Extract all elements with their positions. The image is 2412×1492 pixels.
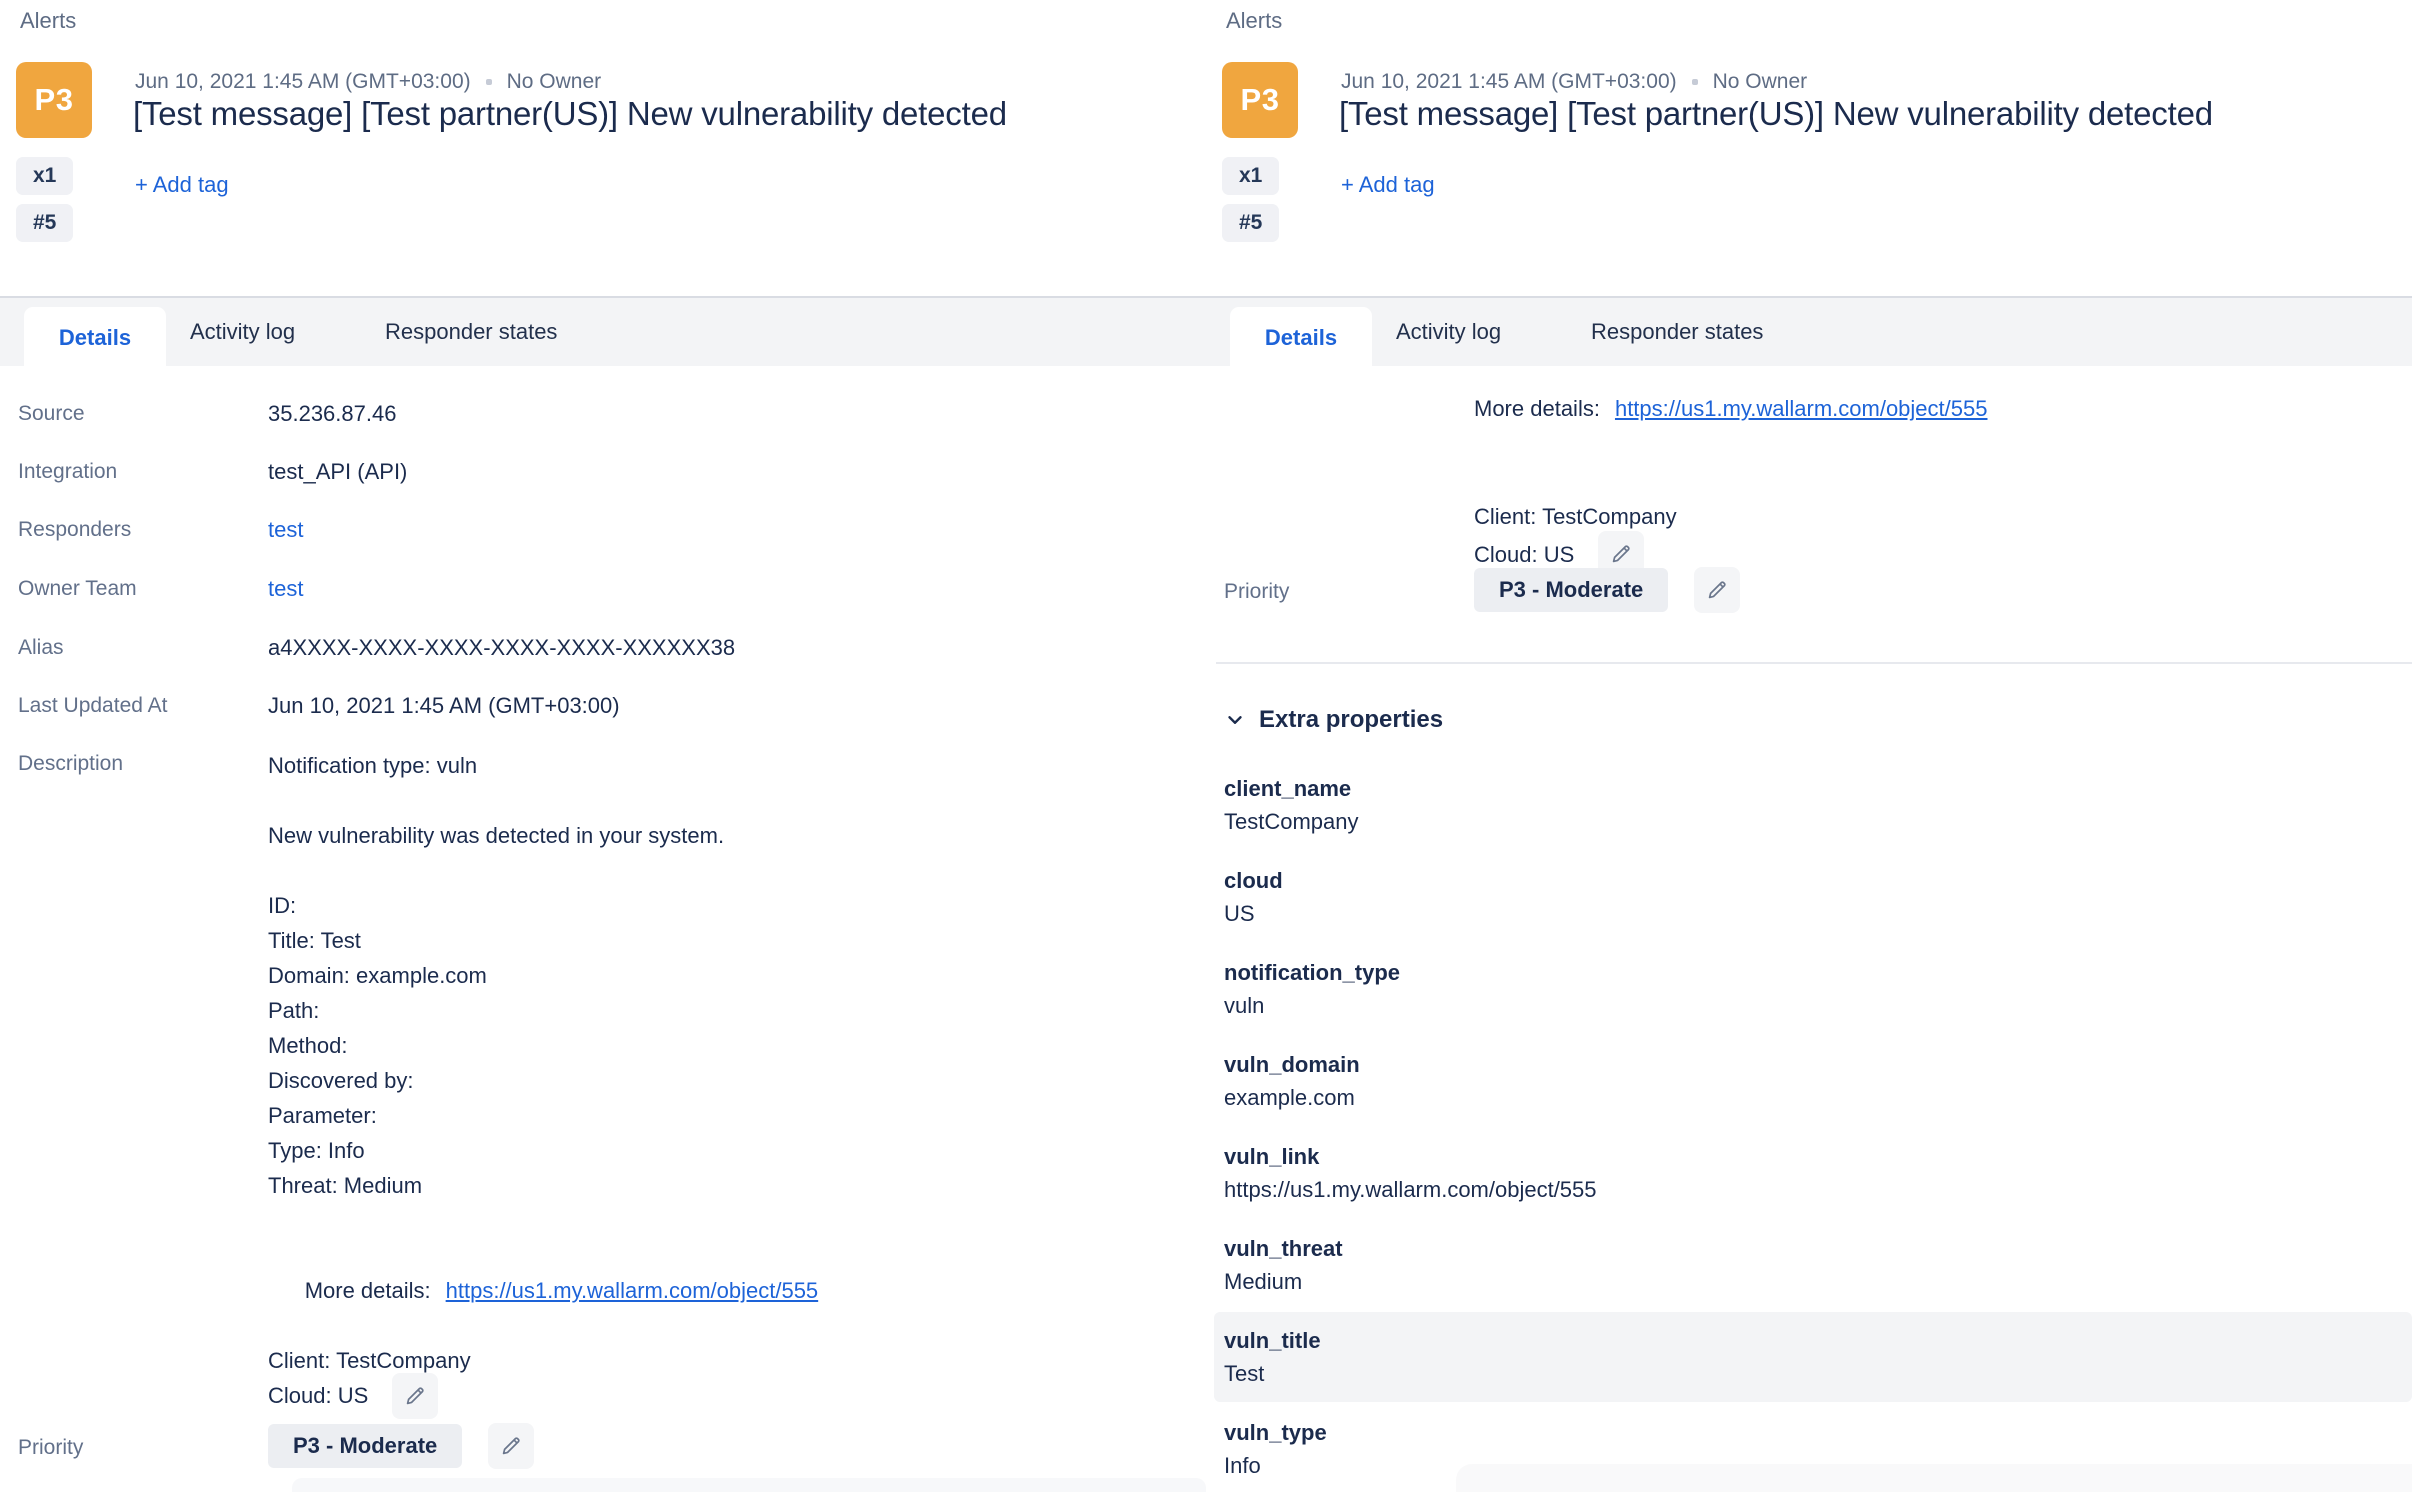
description-line: Threat: Medium xyxy=(268,1173,423,1198)
extra-property-value: Medium xyxy=(1224,1269,1303,1294)
field-label: Last Updated At xyxy=(18,694,168,717)
more-details-label: More details: xyxy=(304,1278,431,1303)
description-line xyxy=(268,783,818,818)
field-value: a4XXXX-XXXX-XXXX-XXXX-XXXX-XXXXXX38 xyxy=(268,635,736,660)
extra-properties-title: Extra properties xyxy=(1259,706,1444,733)
extra-property xyxy=(1224,1232,1597,1298)
alert-count-tag[interactable]: x1 xyxy=(16,157,73,195)
priority-severity-badge: P3 xyxy=(1222,62,1298,138)
alert-title: [Test message] [Test partner(US)] New vulnerability detected xyxy=(133,95,1007,132)
description-line: ID: xyxy=(268,893,297,918)
field-label: Source xyxy=(18,402,85,425)
field-label: Alias xyxy=(18,636,64,659)
description-line: Type: Info xyxy=(268,1138,365,1163)
alert-timestamp: Jun 10, 2021 1:45 AM (GMT+03:00) xyxy=(135,70,471,93)
extra-property-key: vuln_domain xyxy=(1224,1052,1360,1077)
edit-description-button[interactable] xyxy=(392,1373,438,1419)
field-value: test_API (API) xyxy=(268,459,408,484)
more-details-link[interactable]: https://us1.my.wallarm.com/object/555 xyxy=(445,1278,819,1303)
priority-row xyxy=(0,1424,1206,1470)
description-line: Domain: example.com xyxy=(268,963,487,988)
extra-property-key: cloud xyxy=(1224,868,1283,893)
client-line: Client: TestCompany xyxy=(268,1348,471,1373)
responders-link[interactable]: test xyxy=(268,517,304,542)
description-line: Discovered by: xyxy=(268,1068,414,1093)
extra-property-highlighted xyxy=(1224,1324,1597,1390)
extra-property xyxy=(1224,956,1597,1022)
extra-property-key: vuln_type xyxy=(1224,1420,1327,1445)
chevron-down-icon xyxy=(1224,709,1246,731)
field-value: 35.236.87.46 xyxy=(268,401,397,426)
breadcrumb-alerts[interactable]: Alerts xyxy=(20,8,77,33)
field-label: Owner Team xyxy=(18,577,137,600)
description-line xyxy=(268,853,818,888)
priority-row xyxy=(1206,568,2412,614)
description-line xyxy=(268,1203,818,1238)
cloud-line-row xyxy=(268,1378,818,1413)
extra-property-key: client_name xyxy=(1224,776,1352,801)
extra-properties-toggle[interactable] xyxy=(1224,706,1443,734)
extra-property-key: notification_type xyxy=(1224,960,1401,985)
extra-property-value: vuln xyxy=(1224,993,1265,1018)
field-label: Integration xyxy=(18,460,118,483)
extra-property-value: example.com xyxy=(1224,1085,1355,1110)
extra-property xyxy=(1224,1048,1597,1114)
separator-dot-icon xyxy=(1692,79,1698,85)
extra-property-key: vuln_title xyxy=(1224,1328,1321,1353)
alert-owner: No Owner xyxy=(506,70,602,93)
extra-property-value: TestCompany xyxy=(1224,809,1359,834)
extra-property-value: US xyxy=(1224,901,1255,926)
priority-severity-badge: P3 xyxy=(16,62,92,138)
tab-details[interactable]: Details xyxy=(1230,307,1372,368)
tab-bar xyxy=(0,296,1206,366)
extra-property xyxy=(1224,1140,1597,1206)
edit-priority-button[interactable] xyxy=(488,1423,534,1469)
vuln-link[interactable]: https://us1.my.wallarm.com/object/555 xyxy=(1224,1177,1597,1202)
edit-priority-button[interactable] xyxy=(1694,567,1740,613)
add-tag-button[interactable]: + Add tag xyxy=(1341,172,1435,197)
priority-label: Priority xyxy=(1224,580,1290,603)
next-row-hover-ghost xyxy=(292,1478,1206,1492)
alert-tiny-id-tag[interactable]: #5 xyxy=(16,204,73,242)
extra-property-value: Test xyxy=(1224,1361,1265,1386)
field-label: Responders xyxy=(18,518,132,541)
add-tag-button[interactable]: + Add tag xyxy=(135,172,229,197)
description-line: Path: xyxy=(268,998,320,1023)
cloud-line: Cloud: US xyxy=(268,1382,369,1408)
description-line: Title: Test xyxy=(268,928,361,953)
alert-count-tag[interactable]: x1 xyxy=(1222,157,1279,195)
pencil-icon xyxy=(1609,542,1633,566)
extra-property-value: Info xyxy=(1224,1453,1261,1478)
extra-property-key: vuln_link xyxy=(1224,1144,1320,1169)
alert-timestamp: Jun 10, 2021 1:45 AM (GMT+03:00) xyxy=(1341,70,1677,93)
next-row-hover-ghost xyxy=(1456,1464,2412,1492)
more-details-line xyxy=(268,1238,819,1303)
tab-responder-states[interactable]: Responder states xyxy=(1591,319,1764,344)
alert-title: [Test message] [Test partner(US)] New vulnerability detected xyxy=(1339,95,2213,132)
more-details-line xyxy=(1474,392,1987,425)
description-text xyxy=(268,748,818,1413)
pencil-icon xyxy=(403,1384,427,1408)
priority-value-badge: P3 - Moderate xyxy=(268,1424,462,1468)
owner-team-link[interactable]: test xyxy=(268,576,304,601)
field-value: Jun 10, 2021 1:45 AM (GMT+03:00) xyxy=(268,693,620,718)
extra-property-key: vuln_threat xyxy=(1224,1236,1343,1261)
extra-property xyxy=(1224,1416,1597,1482)
more-details-link[interactable]: https://us1.my.wallarm.com/object/555 xyxy=(1614,396,1988,421)
pencil-icon xyxy=(1705,578,1729,602)
description-line: Notification type: vuln xyxy=(268,753,478,778)
description-line: Method: xyxy=(268,1033,348,1058)
tab-activity-log[interactable]: Activity log xyxy=(190,319,296,344)
priority-label: Priority xyxy=(18,1436,84,1459)
pencil-icon xyxy=(499,1434,523,1458)
extra-property xyxy=(1224,772,1597,838)
client-line: Client: TestCompany xyxy=(1474,504,1677,529)
tab-responder-states[interactable]: Responder states xyxy=(385,319,558,344)
alert-tiny-id-tag[interactable]: #5 xyxy=(1222,204,1279,242)
priority-value-badge: P3 - Moderate xyxy=(1474,568,1668,612)
tab-activity-log[interactable]: Activity log xyxy=(1396,319,1502,344)
description-label: Description xyxy=(18,752,124,775)
extra-properties-list xyxy=(1224,772,1597,1492)
tab-bar xyxy=(1206,296,2412,366)
description-line: New vulnerability was detected in your system. xyxy=(268,823,725,848)
more-details-label: More details: xyxy=(1474,396,1600,421)
tab-details[interactable]: Details xyxy=(24,307,166,368)
separator-dot-icon xyxy=(486,79,492,85)
alert-detail-panel-right xyxy=(1206,0,2412,1492)
cloud-line: Cloud: US xyxy=(1474,541,1575,567)
section-divider xyxy=(1216,662,2412,664)
breadcrumb-alerts[interactable]: Alerts xyxy=(1226,8,1283,33)
extra-property xyxy=(1224,864,1597,930)
alert-meta-row xyxy=(135,70,601,94)
description-line: Parameter: xyxy=(268,1103,377,1128)
alert-owner: No Owner xyxy=(1712,70,1808,93)
alert-meta-row xyxy=(1341,70,1807,94)
